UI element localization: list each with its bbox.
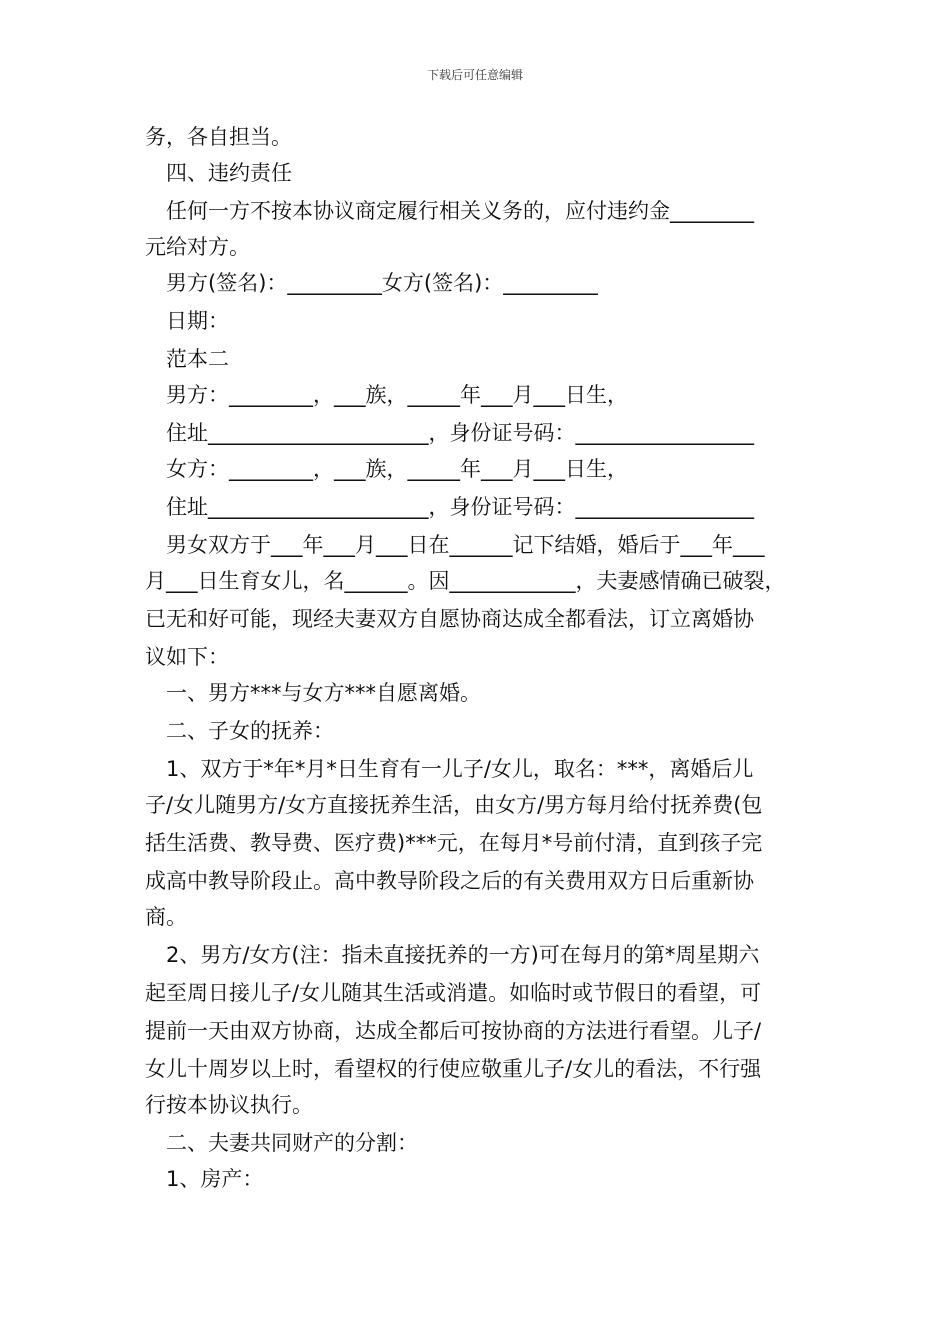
text-line: 任何一方不按本协议商定履行相关义务的，应付违约金________ (145, 199, 754, 223)
text-line: 1、双方于*年*月*日生育有一儿子/女儿，取名：***，离婚后儿 (145, 757, 754, 781)
section-heading: 二、夫妻共同财产的分割： (145, 1131, 418, 1155)
signature-line: 男方(签名)：_________女方(签名)：_________ (145, 271, 598, 295)
text-line: 女方：________，___族，_____年___月___日生， (145, 457, 628, 481)
text-line: 起至周日接儿子/女儿随其生活或消遣。如临时或节假日的看望，可 (145, 981, 762, 1005)
text-line: 月___日生育女儿，名______。因____________，夫妻感情确已破裂， (145, 569, 786, 593)
text-line: 务，各自担当。 (145, 125, 292, 149)
text-line: 商。 (145, 905, 187, 929)
section-heading: 四、违约责任 (145, 161, 292, 185)
text-line: 成高中教导阶段止。高中教导阶段之后的有关费用双方日后重新协 (145, 869, 754, 893)
text-line: 子/女儿随男方/女方直接抚养生活，由女方/男方每月给付抚养费(包 (145, 793, 763, 817)
text-line: 行按本协议执行。 (145, 1093, 313, 1117)
text-line: 男方：________，___族，_____年___月___日生， (145, 383, 628, 407)
text-line: 男女双方于___年___月___日在______记下结婚，婚后于___年___ (145, 533, 765, 557)
section-heading: 二、子女的抚养： (145, 719, 334, 743)
text-line: 住址_____________________，身份证号码：_________________ (145, 421, 754, 445)
text-line: 括生活费、教导费、医疗费)***元，在每月*号前付清，直到孩子完 (145, 831, 763, 855)
date-line: 日期： (145, 309, 229, 333)
text-line: 提前一天由双方协商，达成全都后可按协商的方法进行看望。儿子/ (145, 1019, 762, 1043)
text-line: 女儿十周岁以上时，看望权的行使应敬重儿子/女儿的看法，不行强 (145, 1057, 762, 1081)
text-line: 已无和好可能，现经夫妻双方自愿协商达成全都看法，订立离婚协 (145, 607, 754, 631)
page-header: 下载后可任意编辑 (426, 68, 523, 82)
section-heading: 范本二 (145, 347, 229, 371)
text-line: 住址_____________________，身份证号码：_________________ (145, 495, 754, 519)
text-line: 1、房产： (145, 1167, 264, 1191)
text-line: 一、男方***与女方***自愿离婚。 (145, 681, 481, 705)
text-line: 2、男方/女方(注：指未直接抚养的一方)可在每月的第*周星期六 (145, 943, 760, 967)
text-line: 元给对方。 (145, 235, 250, 259)
text-line: 议如下： (145, 645, 229, 669)
